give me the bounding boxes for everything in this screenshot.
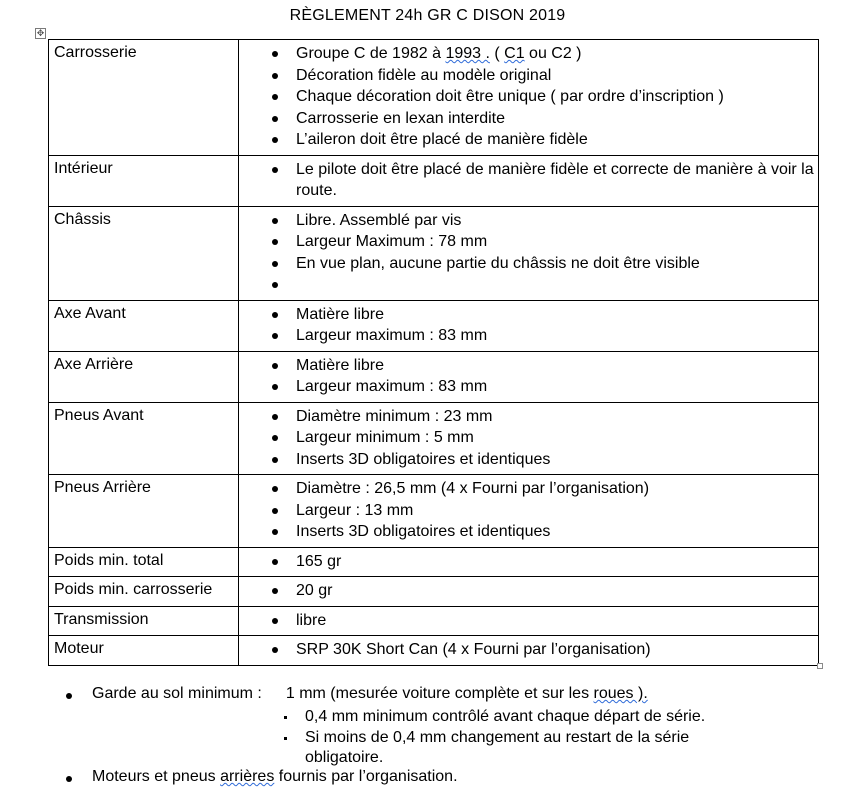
rule-list bbox=[239, 355, 814, 398]
ground-clearance-value: 1 mm (mesurée voiture complète et sur les roues ). bbox=[285, 685, 648, 702]
rule-list bbox=[239, 610, 814, 632]
rule-list-item: Diamètre minimum : 23 mm bbox=[239, 406, 814, 428]
rule-list-item: 20 gr bbox=[239, 580, 814, 602]
rule-content bbox=[239, 300, 819, 351]
ground-clearance-label: Garde au sol minimum : bbox=[92, 685, 262, 702]
sub-item: 0,4 mm minimum contrôlé avant chaque départ de série. bbox=[305, 708, 706, 725]
page-title: RÈGLEMENT 24h GR C DISON 2019 bbox=[289, 7, 566, 24]
rule-label: Transmission bbox=[49, 606, 239, 636]
rule-list bbox=[239, 580, 814, 602]
rule-list-item: libre bbox=[239, 610, 814, 632]
rule-content bbox=[239, 40, 819, 156]
rule-list-item: Largeur maximum : 83 mm bbox=[239, 325, 814, 347]
square-bullet-icon bbox=[284, 716, 287, 719]
rule-list bbox=[239, 551, 814, 573]
rule-row bbox=[49, 547, 819, 577]
rule-row bbox=[49, 577, 819, 607]
rule-row bbox=[49, 351, 819, 402]
rule-row bbox=[49, 606, 819, 636]
rule-label: Axe Avant bbox=[49, 300, 239, 351]
rule-label: Châssis bbox=[49, 206, 239, 300]
rule-list-item: Largeur : 13 mm bbox=[239, 500, 814, 522]
square-bullet-icon bbox=[284, 737, 287, 740]
rule-label: Pneus Arrière bbox=[49, 475, 239, 548]
rule-content bbox=[239, 636, 819, 666]
sub-item: Si moins de 0,4 mm changement au restart de la série obligatoire. bbox=[305, 729, 690, 766]
rule-content bbox=[239, 577, 819, 607]
rule-list-item: Largeur maximum : 83 mm bbox=[239, 376, 814, 398]
rule-content bbox=[239, 351, 819, 402]
spellcheck-mark: arrières bbox=[220, 768, 275, 785]
rule-list-item: Largeur Maximum : 78 mm bbox=[239, 231, 814, 253]
rule-row bbox=[49, 300, 819, 351]
rule-label: Moteur bbox=[49, 636, 239, 666]
rule-list-item: Matière libre bbox=[239, 355, 814, 377]
rule-content bbox=[239, 606, 819, 636]
table-move-handle-icon[interactable]: ✥ bbox=[36, 28, 45, 38]
spellcheck-mark: C1 bbox=[504, 45, 525, 62]
rule-list bbox=[239, 159, 814, 202]
bullet-icon bbox=[66, 693, 72, 699]
rule-list-item: Inserts 3D obligatoires et identiques bbox=[239, 521, 814, 543]
rule-label: Poids min. carrosserie bbox=[49, 577, 239, 607]
rule-label: Poids min. total bbox=[49, 547, 239, 577]
rule-row bbox=[49, 475, 819, 548]
rule-row bbox=[49, 402, 819, 475]
rule-row bbox=[49, 155, 819, 206]
bullet-icon bbox=[66, 776, 72, 782]
rule-row bbox=[49, 636, 819, 666]
rule-label: Carrosserie bbox=[49, 40, 239, 156]
rule-list-item: Libre. Assemblé par vis bbox=[239, 210, 814, 232]
rule-list-item: Décoration fidèle au modèle original bbox=[239, 65, 814, 87]
rule-content bbox=[239, 402, 819, 475]
rule-label: Axe Arrière bbox=[49, 351, 239, 402]
rule-list-item: Le pilote doit être placé de manière fidèle et correcte de manière à voir la route. bbox=[239, 159, 814, 202]
rule-list-item: Largeur minimum : 5 mm bbox=[239, 427, 814, 449]
rule-list bbox=[239, 304, 814, 347]
rule-list-item: Carrosserie en lexan interdite bbox=[239, 108, 814, 130]
rule-list-item: SRP 30K Short Can (4 x Fourni par l’organisation) bbox=[239, 639, 814, 661]
rule-content bbox=[239, 155, 819, 206]
rule-list bbox=[239, 639, 814, 661]
rule-list bbox=[239, 406, 814, 471]
rule-list-item: Inserts 3D obligatoires et identiques bbox=[239, 449, 814, 471]
rules-table bbox=[48, 39, 819, 666]
rule-list-item: Chaque décoration doit être unique ( par ordre d’inscription ) bbox=[239, 86, 814, 108]
rule-list-item: L’aileron doit être placé de manière fidèle bbox=[239, 129, 814, 151]
rule-content bbox=[239, 475, 819, 548]
rule-list bbox=[239, 478, 814, 543]
supply-note: Moteurs et pneus arrières fournis par l’organisation. bbox=[92, 768, 458, 785]
rule-label: Pneus Avant bbox=[49, 402, 239, 475]
spellcheck-mark: roues ). bbox=[593, 685, 648, 702]
ground-clearance-item bbox=[92, 685, 648, 703]
spellcheck-mark: 1993 . bbox=[445, 45, 490, 62]
rule-list-item: Diamètre : 26,5 mm (4 x Fourni par l’organisation) bbox=[239, 478, 814, 500]
rule-list-item: En vue plan, aucune partie du châssis ne doit être visible bbox=[239, 253, 814, 275]
rule-list-item: 165 gr bbox=[239, 551, 814, 573]
rule-list-item: Groupe C de 1982 à 1993 . ( C1 ou C2 ) bbox=[239, 43, 814, 65]
rule-list-item bbox=[239, 274, 814, 296]
rule-label: Intérieur bbox=[49, 155, 239, 206]
rule-content bbox=[239, 547, 819, 577]
rule-row bbox=[49, 40, 819, 156]
rule-list bbox=[239, 210, 814, 296]
rule-content bbox=[239, 206, 819, 300]
rule-list-item: Matière libre bbox=[239, 304, 814, 326]
rule-list bbox=[239, 43, 814, 151]
table-resize-handle[interactable] bbox=[817, 663, 823, 669]
rule-row bbox=[49, 206, 819, 300]
